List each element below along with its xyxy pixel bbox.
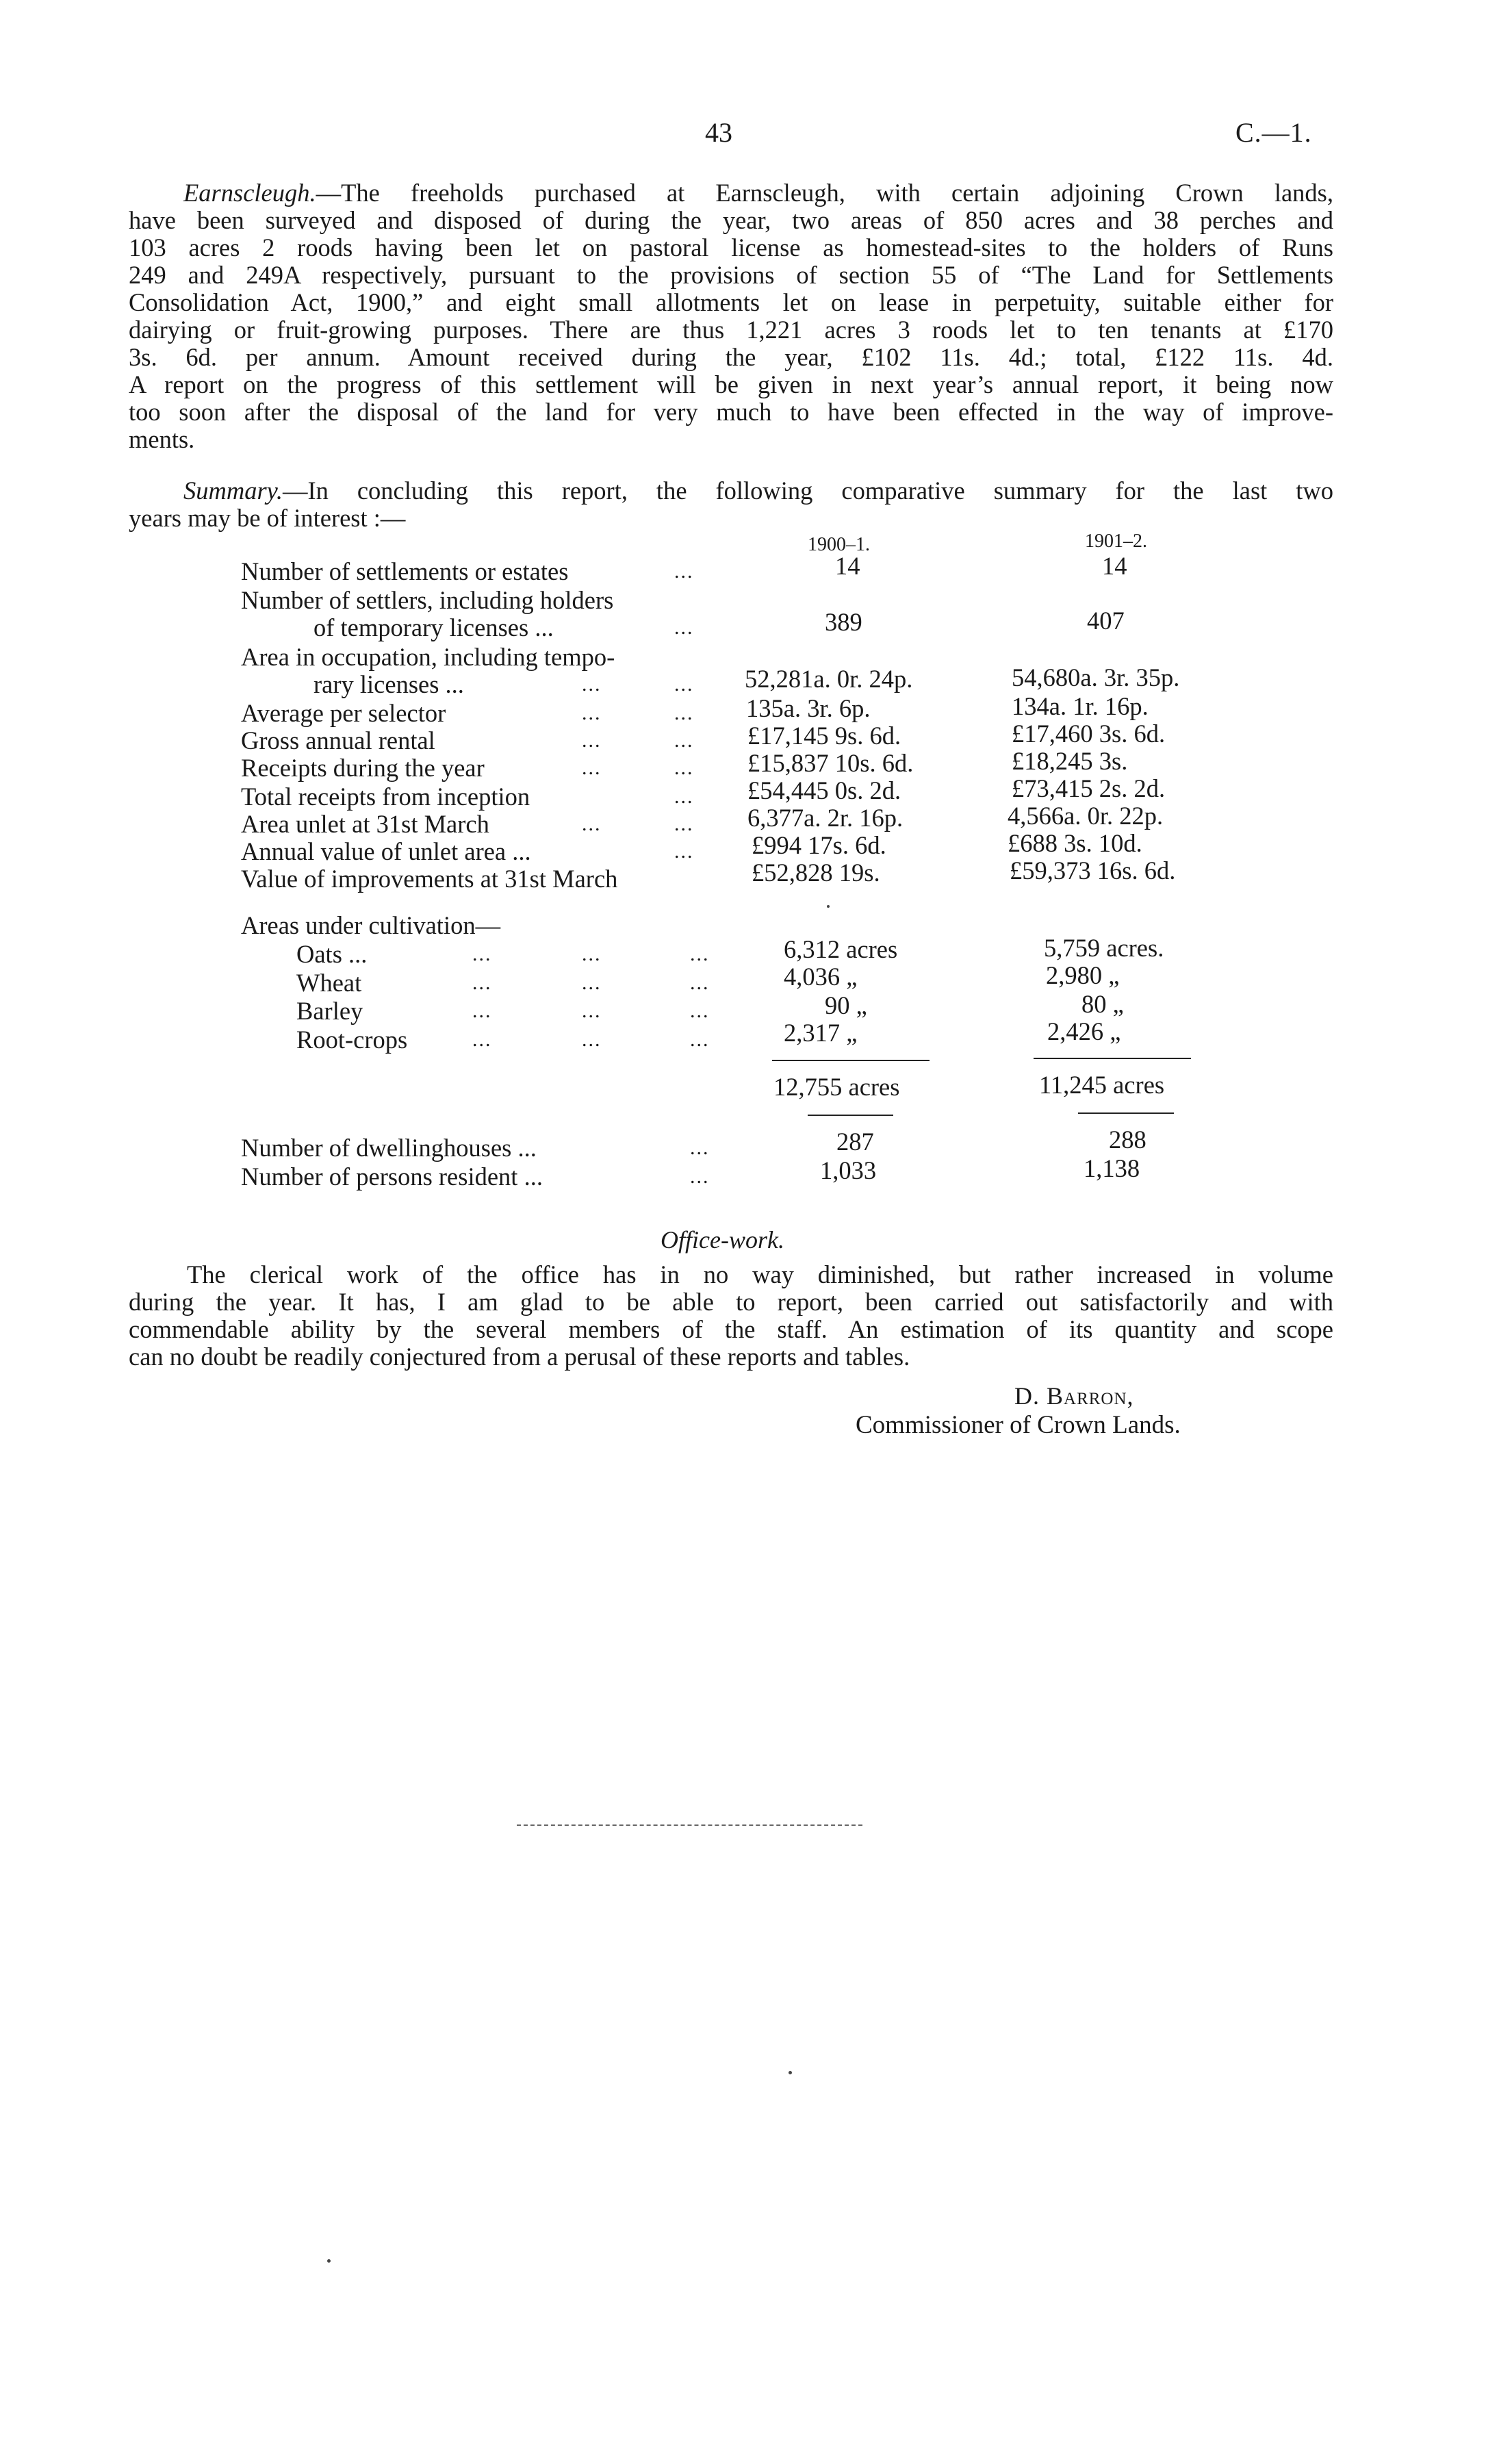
table-cell-1900: £994 17s. 6d. (752, 831, 886, 859)
leader-dots: ... (674, 813, 694, 835)
summary-title: Summary. (183, 476, 283, 505)
table-cell-1900: 389 (825, 608, 862, 636)
table-cell-1901: 288 (1109, 1125, 1146, 1154)
table-cell-1901: 4,566a. 0r. 22p. (1008, 802, 1164, 830)
earnscleugh-line: too soon after the disposal of the land for very much to have been effected in the way of improve- (129, 398, 1333, 426)
rule (772, 1060, 930, 1061)
leader-dots: ... (582, 1028, 602, 1051)
table-cell-1901: £18,245 3s. (1012, 747, 1128, 775)
leader-dots: ... (472, 1000, 492, 1022)
table-cell-1901: 134a. 1r. 16p. (1012, 692, 1149, 720)
crop-cell-1901: 2,426 „ (1047, 1017, 1121, 1045)
table-cell-1901: 14 (1102, 552, 1127, 580)
table-row-label-continued: rary licenses ... (313, 670, 464, 698)
table-row-label: Value of improvements at 31st March (241, 865, 618, 893)
table-cell-1900: £54,445 0s. 2d. (747, 776, 901, 804)
end-rule (517, 1824, 862, 1826)
table-row-label: Average per selector (241, 699, 446, 727)
earnscleugh-paragraph (129, 179, 1333, 453)
cultivation-heading: Areas under cultivation— (241, 911, 501, 939)
table-cell-1901: 407 (1087, 607, 1125, 635)
rule (1034, 1058, 1191, 1059)
leader-dots: ... (472, 943, 492, 965)
earnscleugh-line: dairying or fruit-growing purposes. There are thus 1,221 acres 3 roods let to ten tenants at £170 (129, 316, 1333, 344)
crop-cell-1901: 5,759 acres. (1044, 934, 1164, 962)
crop-cell-1900: 2,317 „ (784, 1019, 858, 1047)
earnscleugh-line: 3s. 6d. per annum. Amount received during the year, £102 11s. 4d.; total, £122 11s. 4d. (129, 343, 1333, 371)
page-number: 43 (705, 117, 732, 148)
crop-label: Oats ... (296, 940, 368, 968)
leader-dots: ... (582, 729, 602, 752)
office-line: can no doubt be readily conjectured from a perusal of these reports and tables. (129, 1343, 910, 1371)
table-row-label: Number of settlements or estates (241, 557, 569, 585)
leader-dots: ... (690, 971, 710, 994)
table-row-label-continued: of temporary licenses ... (313, 613, 554, 641)
table-row-label: Area in occupation, including tempo- (241, 643, 615, 671)
leader-dots: ... (582, 756, 602, 779)
earnscleugh-line: A report on the progress of this settlement will be given in next year’s annual report, it being now (129, 370, 1333, 398)
leader-dots: ... (582, 673, 602, 696)
leader-dots: ... (690, 1028, 710, 1051)
leader-dots: ... (674, 785, 694, 808)
signature-name: D. Barron, (1014, 1382, 1134, 1410)
table-cell-1901: £73,415 2s. 2d. (1012, 774, 1166, 802)
summary-line-1: Summary.—In concluding this report, the following comparative summary for the last two (183, 476, 1333, 505)
leader-dots: ... (690, 943, 710, 965)
crop-cell-1900: 4,036 „ (784, 963, 858, 991)
table-cell-1900: 52,281a. 0r. 24p. (745, 665, 913, 693)
table-row-label: Gross annual rental (241, 726, 435, 754)
leader-dots: ... (674, 729, 694, 752)
leader-dots: ... (582, 971, 602, 994)
ink-speck (789, 2071, 792, 2074)
leader-dots: ... (582, 702, 602, 724)
table-row-label: Number of dwellinghouses ... (241, 1134, 537, 1162)
office-line: during the year. It has, I am glad to be able to report, been carried out satisfactorily and with (129, 1288, 1333, 1316)
leader-dots: ... (582, 1000, 602, 1022)
leader-dots: ... (472, 1028, 492, 1051)
earnscleugh-line: have been surveyed and disposed of during the year, two areas of 850 acres and 38 perches and (129, 206, 1333, 234)
crop-cell-1901: 2,980 „ (1046, 961, 1120, 989)
earnscleugh-line-1: Earnscleugh.—The freeholds purchased at Earnscleugh, with certain adjoining Crown lands, (183, 179, 1333, 207)
table-cell-1900: 1,033 (820, 1156, 877, 1184)
crop-cell-1900: 6,312 acres (784, 935, 898, 963)
earnscleugh-title: Earnscleugh. (183, 179, 316, 207)
column-header-1900: 1900–1. (808, 534, 870, 555)
table-row-label: Receipts during the year (241, 754, 485, 782)
table-cell-1901: 1,138 (1084, 1154, 1140, 1182)
crop-total-1900: 12,755 acres (773, 1073, 900, 1101)
earnscleugh-line: ments. (129, 425, 195, 453)
table-cell-1901: £688 3s. 10d. (1008, 829, 1142, 857)
rule (808, 1115, 893, 1116)
column-header-1901: 1901–2. (1085, 531, 1147, 552)
table-cell-1901: £17,460 3s. 6d. (1012, 720, 1166, 748)
ink-speck (327, 2259, 331, 2263)
office-work-paragraph (129, 1261, 1333, 1371)
earnscleugh-line: 249 and 249A respectively, pursuant to the provisions of section 55 of “The Land for Settlements (129, 261, 1333, 289)
leader-dots: ... (582, 813, 602, 835)
leader-dots: ... (472, 971, 492, 994)
table-cell-1900: £17,145 9s. 6d. (747, 722, 901, 750)
earnscleugh-line: Consolidation Act, 1900,” and eight small allotments let on lease in perpetuity, suitable either for (129, 288, 1333, 316)
table-cell-1900: £52,828 19s. (752, 858, 880, 887)
leader-dots: ... (674, 673, 694, 696)
crop-cell-1900: 90 „ (825, 991, 867, 1019)
office-line: The clerical work of the office has in no way diminished, but rather increased in volume (187, 1260, 1333, 1288)
crop-total-1901: 11,245 acres (1039, 1071, 1165, 1099)
office-line: commendable ability by the several members of the staff. An estimation of its quantity and scope (129, 1315, 1333, 1343)
table-row-label: Area unlet at 31st March (241, 810, 489, 838)
leader-dots: ... (674, 756, 694, 779)
leader-dots: ... (674, 840, 694, 863)
signature-title: Commissioner of Crown Lands. (856, 1411, 1181, 1439)
leader-dots: ... (674, 702, 694, 724)
table-cell-1900: £15,837 10s. 6d. (747, 749, 914, 777)
document-reference: C.—1. (1235, 117, 1312, 148)
table-row-label: Number of persons resident ... (241, 1162, 543, 1191)
summary-line: years may be of interest :— (129, 504, 406, 532)
table-cell-1900: 6,377a. 2r. 16p. (747, 804, 904, 832)
leader-dots: ... (690, 1136, 710, 1159)
table-row-label: Total receipts from inception (241, 783, 530, 811)
crop-label: Barley (296, 997, 363, 1025)
rule (1078, 1112, 1174, 1114)
leader-dots: ... (690, 1000, 710, 1022)
table-cell-1900: 287 (836, 1128, 874, 1156)
table-row-label: Number of settlers, including holders (241, 586, 614, 614)
leader-dots: ... (674, 560, 694, 583)
table-cell-1900: 135a. 3r. 6p. (746, 694, 871, 722)
table-row-label: Annual value of unlet area ... (241, 837, 531, 865)
crop-label: Wheat (296, 969, 362, 997)
crop-cell-1901: 80 „ (1081, 990, 1124, 1018)
crop-label: Root-crops (296, 1026, 408, 1054)
ink-speck (827, 905, 830, 908)
leader-dots: ... (582, 943, 602, 965)
leader-dots: ... (690, 1165, 710, 1188)
table-cell-1901: £59,373 16s. 6d. (1010, 856, 1176, 885)
table-cell-1900: 14 (835, 552, 860, 580)
office-work-heading: Office-work. (661, 1226, 784, 1254)
summary-paragraph (129, 477, 1333, 532)
leader-dots: ... (674, 616, 694, 639)
table-cell-1901: 54,680a. 3r. 35p. (1012, 663, 1180, 691)
earnscleugh-line: 103 acres 2 roods having been let on pastoral license as homestead-sites to the holders of Runs (129, 233, 1333, 262)
